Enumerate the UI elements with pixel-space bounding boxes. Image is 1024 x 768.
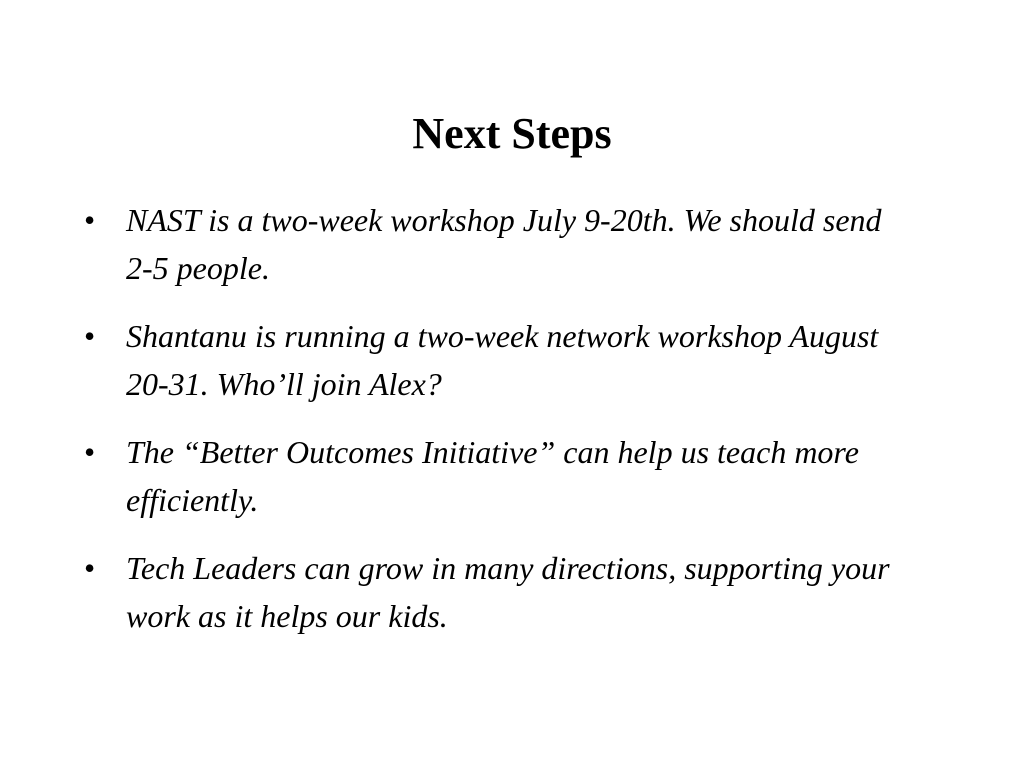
bullet-text: The “Better Outcomes Initiative” can help us teach more efficiently.: [126, 434, 859, 518]
bullet-text: NAST is a two-week workshop July 9-20th. We should send 2-5 people.: [126, 202, 882, 286]
slide-title: Next Steps: [412, 109, 612, 158]
bullet-icon: •: [84, 434, 96, 470]
list-item: [84, 312, 904, 408]
list-item: [84, 544, 904, 640]
bullet-text: Shantanu is running a two-week network workshop August 20-31. Who’ll join Alex?: [126, 318, 879, 402]
bullet-icon: •: [84, 318, 96, 354]
bullet-icon: •: [84, 550, 96, 586]
bullet-text: Tech Leaders can grow in many directions, supporting your work as it helps our kids.: [126, 550, 890, 634]
bullet-list: [84, 196, 904, 660]
list-item: [84, 196, 904, 292]
bullet-icon: •: [84, 202, 96, 238]
list-item: [84, 428, 904, 524]
